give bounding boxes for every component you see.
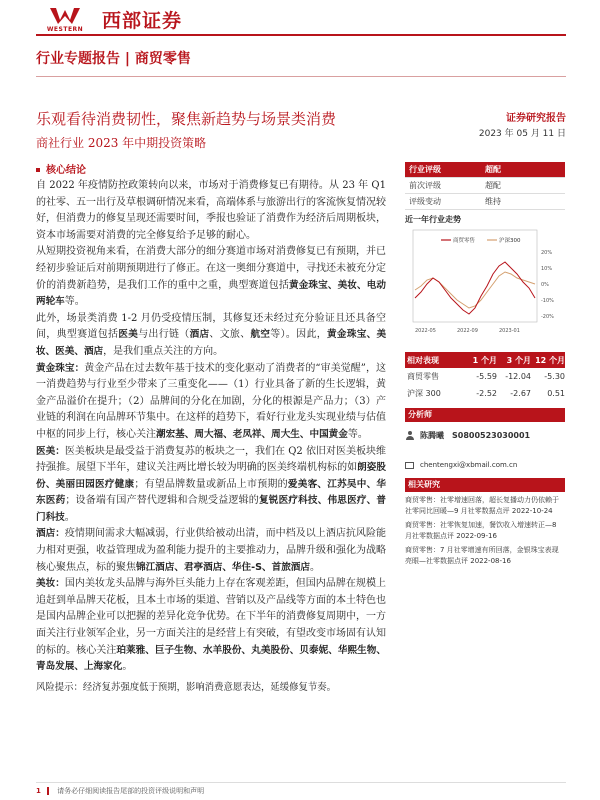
legend-label-retail: 商贸零售 xyxy=(453,238,476,244)
rating-row xyxy=(405,194,565,210)
perf-cell: 沪深 300 xyxy=(407,389,441,398)
company-logo xyxy=(36,6,94,36)
trend-chart-svg xyxy=(405,228,565,340)
page-subtitle: 商社行业 2023 年中期投资策略 xyxy=(36,136,207,150)
person-icon xyxy=(405,431,414,440)
doc-date: 2023 年 05 月 11 日 xyxy=(478,129,566,139)
table-row xyxy=(405,385,565,402)
related-title: 商贸零售：7 月社零增速有所回落，金银珠宝表现亮眼—社零数据点评 xyxy=(405,546,559,565)
paragraph-cosmetics: 美妆：国内美妆龙头品牌与海外巨头能力上存在客观差距，但国内品牌在规模上追赶到单品牌天花板，且本土市场的渠道、营销以及产品线等方面的本土特色也是国内品牌企业可以把握的差异化竞争优势。在下半年的消费修复周期中，一方面关注行业领军企业，另一方面关注的是经营上有突破，有望改变市场固有认知的标的。核心关注珀莱雅、巨子生物、水羊股份、丸美股份、贝泰妮、华熙生物、青岛发展、上海家化。 xyxy=(36,578,387,673)
analyst-name-row xyxy=(405,428,565,442)
related-date: 2022-08-16 xyxy=(470,556,511,565)
y-tick-label: 20% xyxy=(541,250,553,256)
header-divider xyxy=(36,34,566,36)
list-item[interactable] xyxy=(405,495,565,516)
perf-cell: 商贸零售 xyxy=(407,372,439,381)
analyst-email[interactable]: chentengxi@xbmail.com.cn xyxy=(420,461,518,469)
logo-mark-icon xyxy=(50,6,80,26)
related-date: 2022-10-24 xyxy=(511,506,553,515)
perf-cell: -12.04 xyxy=(505,372,531,381)
perf-header: 相对表现 xyxy=(407,355,439,365)
analyst-heading: 分析师 xyxy=(405,408,565,422)
page-title: 乐观看待消费韧性，聚焦新趋势与场景类消费 xyxy=(36,110,337,128)
x-tick-label: 2023-01 xyxy=(499,328,520,334)
body-text xyxy=(36,178,386,696)
page-number: 1 xyxy=(36,787,49,795)
risk-warning: 风险提示：经济复苏强度低于预期，影响消费意愿表达，延缓修复节奏。 xyxy=(36,681,337,693)
rating-label: 评级变动 xyxy=(409,197,441,206)
perf-cell: -2.52 xyxy=(476,389,497,398)
related-date: 2022-09-16 xyxy=(456,531,497,540)
perf-header: 3 个月 xyxy=(506,355,531,365)
report-type: 行业专题报告 | 商贸零售 xyxy=(36,51,191,67)
related-research-list xyxy=(405,495,565,570)
analyst-license: S0800523030001 xyxy=(452,430,531,440)
rating-row xyxy=(405,178,565,194)
paragraph-3: 此外，场景类消费 1-2 月仍受疫情压制，其修复还未经过充分验证且还具备空间，典型赛道包括医美与出行链（酒店、文旅、航空等）。因此，黄金珠宝、美妆、医美、酒店，是我们重点关注的方向。 xyxy=(36,312,387,357)
analyst-email-row xyxy=(405,458,565,472)
rating-value: 维持 xyxy=(485,197,501,206)
rating-value: 超配 xyxy=(485,181,501,190)
rating-header-label: 行业评级 xyxy=(409,165,441,174)
perf-cell: 0.51 xyxy=(547,389,565,398)
related-heading: 相关研究 xyxy=(405,478,565,492)
table-row xyxy=(405,368,565,385)
trend-chart xyxy=(405,228,565,340)
brand-name: 西部证券 xyxy=(102,10,183,32)
paragraph-1: 自 2022 年疫情防控政策转向以来，市场对于消费修复已有期待。从 23 年 Q1 的社零、五一出行及草根调研情况来看，高端体系与旅游出行的客流恢复情况较好，但消费力的修复呈现还需要时间，季报也验证了消费作为经济后周期板块，资本市场需要对消费的完全修复给予足够的耐心。 xyxy=(36,180,386,241)
y-tick-label: 10% xyxy=(541,266,553,272)
doc-type: 证券研究报告 xyxy=(506,113,566,124)
rating-header-row xyxy=(405,162,565,178)
logo-text: WESTERN xyxy=(46,26,84,33)
list-item[interactable] xyxy=(405,520,565,541)
footer-disclaimer: 请务必仔细阅读报告尾部的投资评级说明和声明 xyxy=(57,787,205,795)
rating-table xyxy=(405,162,565,210)
x-tick-label: 2022-09 xyxy=(457,328,478,334)
related-title: 商贸零售：社零恢复加速，餐饮收入增速转正—8 月社零数据点评 xyxy=(405,521,557,540)
mail-icon xyxy=(405,462,414,469)
rating-label: 前次评级 xyxy=(409,181,441,190)
analyst-name: 陈腾曦 xyxy=(420,430,444,440)
y-tick-label: -10% xyxy=(541,298,554,304)
paragraph-jewelry: 黄金珠宝：黄金产品在过去数年基于技术的变化驱动了消费者的“审美觉醒”，这一消费趋势与行业至少带来了三重变化——（1）行业具备了新的生长逻辑，黄金产品溢价在提升；（2）品牌间的分化在加剧，分化的根源是产品力；（3）产业链的利润在向品牌环节集中。在这样的趋势下，看好行业龙头实现业绩与估值中枢的同步上行，核心关注潮宏基、周大福、老凤祥、周大生、中国黄金等。 xyxy=(36,362,386,440)
performance-header-row xyxy=(405,352,565,368)
x-tick-label: 2022-05 xyxy=(415,328,436,334)
y-tick-label: -20% xyxy=(541,314,554,320)
paragraph-2: 从短期投资视角来看，在消费大部分的细分赛道市场对消费修复已有预期，并已经初步验证后对前期预期进行了修正。在这一奥细分赛道中，寻找还未被充分定价的消费新趋势，是我们工作的重中之重，典型赛道包括黄金珠宝、美妆、电动两轮车等。 xyxy=(36,246,387,308)
perf-header: 12 个月 xyxy=(535,355,565,365)
header-divider-2 xyxy=(36,76,566,77)
paragraph-hotel: 酒店：疫情期间需求大幅减弱，行业供给被动出清，而中档及以上酒店抗风险能力相对更强，收益管理成为盈利能力提升的主要推动力，品牌升级和强化为战略核心聚焦点，标的聚焦锦江酒店、君亭酒店、华住-S、首旅酒店。 xyxy=(36,528,387,573)
performance-table xyxy=(405,352,565,402)
paragraph-medical-aesthetics: 医美：医美板块是最受益于消费复苏的板块之一，我们在 Q2 依旧对医美板块维持强推。展望下半年，建议关注两比增长较为明确的医美终端机构标的如朗姿股份、美丽田园医疗健康；有望品牌数量或新品上市预期的爱美客、江苏吴中、华东医药；设备端有国产替代逻辑和合规受益逻辑的复锐医疗科技、伟思医疗、普门科技。 xyxy=(36,445,387,523)
y-tick-label: 0% xyxy=(541,282,549,288)
chart-title: 近一年行业走势 xyxy=(405,215,461,224)
list-item[interactable] xyxy=(405,545,565,566)
perf-cell: -2.67 xyxy=(510,389,531,398)
perf-cell: -5.59 xyxy=(476,372,497,381)
footer xyxy=(36,786,204,796)
perf-cell: -5.30 xyxy=(544,372,565,381)
perf-header: 1 个月 xyxy=(472,355,497,365)
analyst-info xyxy=(405,428,565,472)
related-title: 商贸零售：社零增速回落，超长复播动力仍依赖于社零同比回暖—9 月社零数据点评 xyxy=(405,496,559,515)
rating-header-value: 超配 xyxy=(485,165,501,174)
section-heading: 核心结论 xyxy=(36,161,86,176)
legend-label-csi300: 沪深300 xyxy=(499,238,521,244)
footer-divider xyxy=(36,782,566,783)
